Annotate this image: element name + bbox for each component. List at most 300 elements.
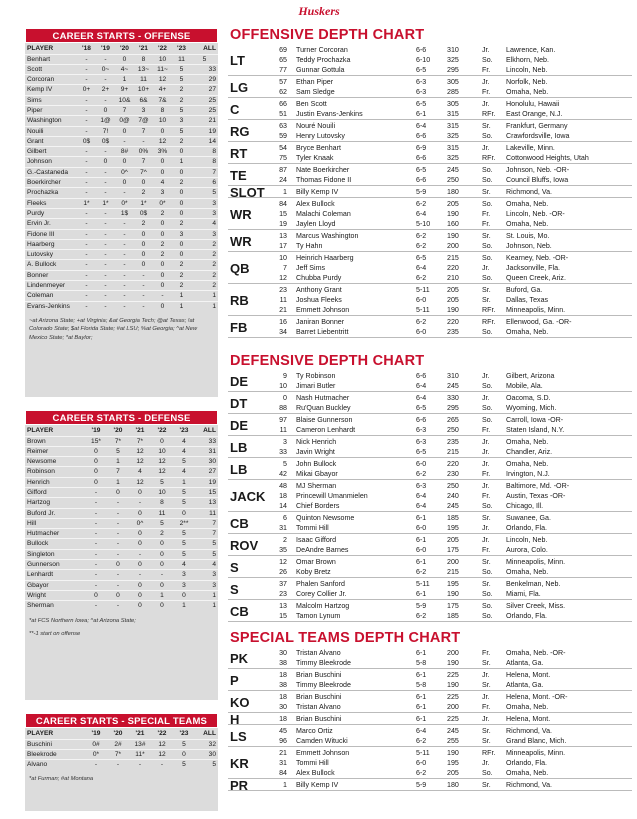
player-class: Jr. — [482, 524, 490, 532]
jersey-number: 48 — [279, 482, 287, 490]
player-name: Gunnar Gottula — [296, 66, 345, 74]
player-row — [228, 305, 632, 315]
player-class: Jr. — [482, 715, 490, 723]
player-row — [228, 777, 632, 793]
player-hometown: Staten Island, N.Y. — [506, 426, 565, 434]
table-cell: 0 — [129, 529, 151, 539]
jersey-number: 59 — [279, 132, 287, 140]
player-weight: 185 — [447, 612, 459, 620]
offense-starts-panel — [25, 28, 218, 397]
player-hometown: Kearney, Neb. -OR- — [506, 254, 569, 262]
player-row — [228, 165, 632, 175]
table-cell: Brown — [25, 436, 85, 446]
table-cell: 7 — [107, 467, 129, 477]
table-cell: - — [85, 498, 107, 508]
header-row — [25, 43, 218, 54]
player-name: Chubba Purdy — [296, 274, 342, 282]
table-cell: - — [77, 281, 96, 291]
player-weight: 235 — [447, 438, 459, 446]
player-height: 6-2 — [416, 318, 427, 326]
player-name: Javin Wright — [296, 448, 335, 456]
player-height: 6-1 — [416, 693, 427, 701]
player-weight: 315 — [447, 110, 459, 118]
offense-starts-title: CAREER STARTS - OFFENSE — [25, 28, 218, 43]
table-cell: 2 — [191, 270, 218, 280]
position-label: KO — [230, 694, 250, 710]
player-hometown: Baltimore, Md. -OR- — [506, 482, 570, 490]
column-header: '22 — [157, 729, 167, 737]
table-cell: 1 — [173, 477, 195, 487]
table-cell: 0 — [134, 178, 153, 188]
table-cell: - — [129, 498, 151, 508]
special-starts-table — [25, 728, 218, 769]
player-weight: 325 — [447, 154, 459, 162]
player-row — [228, 253, 632, 263]
player-hometown: Omaha, Neb. — [506, 88, 549, 96]
player-class: So. — [482, 568, 493, 576]
table-cell: 1$ — [115, 208, 134, 218]
player-name: Billy Kemp IV — [296, 188, 339, 196]
table-cell: 1 — [115, 75, 134, 85]
player-height: 6-6 — [416, 372, 427, 380]
table-row — [25, 549, 218, 559]
jersey-number: 12 — [279, 274, 287, 282]
table-cell: - — [85, 601, 107, 611]
table-cell: 13 — [195, 498, 218, 508]
table-row — [25, 64, 218, 74]
table-cell: 33 — [191, 64, 218, 74]
table-cell: Sims — [25, 95, 77, 105]
position-group — [228, 556, 632, 578]
position-label: WR — [230, 233, 252, 249]
player-height: 6-5 — [416, 100, 427, 108]
player-class: RFr. — [482, 749, 496, 757]
jersey-number: 13 — [279, 602, 287, 610]
table-cell: 2 — [191, 260, 218, 270]
table-cell: 0 — [153, 281, 172, 291]
player-height: 5-8 — [416, 659, 427, 667]
table-cell: 0^ — [115, 167, 134, 177]
table-cell: 12 — [129, 446, 151, 456]
player-name: Turner Corcoran — [296, 46, 348, 54]
player-hometown: St. Louis, Mo. — [506, 232, 550, 240]
table-cell: 0~ — [96, 64, 115, 74]
table-cell: 4~ — [115, 64, 134, 74]
table-cell: 3 — [172, 229, 191, 239]
player-hometown: Chicago, Ill. — [506, 502, 544, 510]
position-label: DT — [230, 395, 248, 411]
player-class: Sr. — [482, 681, 491, 689]
jersey-number: 18 — [279, 492, 287, 500]
table-cell: 0 — [172, 188, 191, 198]
player-class: Fr. — [482, 66, 491, 74]
jersey-number: 66 — [279, 100, 287, 108]
table-cell: Coleman — [25, 291, 77, 301]
jersey-number: 18 — [279, 693, 287, 701]
player-row — [228, 579, 632, 589]
column-header: '20 — [120, 44, 129, 52]
player-name: Timmy Bleekrode — [296, 659, 351, 667]
table-cell: 0 — [129, 508, 151, 518]
player-name: Tristan Alvano — [296, 703, 341, 711]
player-hometown: Minneapolis, Minn. — [506, 749, 566, 757]
table-cell: 4 — [129, 467, 151, 477]
position-group — [228, 76, 632, 98]
table-cell: 0 — [115, 157, 134, 167]
player-hometown: Aurora, Colo. — [506, 546, 548, 554]
player-weight: 190 — [447, 681, 459, 689]
position-label: PR — [230, 777, 249, 793]
player-weight: 180 — [447, 188, 459, 196]
table-cell: - — [77, 54, 96, 64]
position-label: FB — [230, 319, 248, 335]
table-cell: 0 — [129, 560, 151, 570]
table-cell: 15* — [85, 436, 107, 446]
jersey-number: 45 — [279, 727, 287, 735]
table-cell: 3 — [153, 188, 172, 198]
table-cell: 11 — [195, 508, 218, 518]
table-cell: - — [134, 281, 153, 291]
player-weight: 315 — [447, 122, 459, 130]
table-cell: 0 — [85, 457, 107, 467]
table-cell: - — [115, 291, 134, 301]
table-cell: 3 — [191, 229, 218, 239]
column-header: '20 — [113, 426, 123, 434]
table-cell: - — [77, 126, 96, 136]
player-weight: 190 — [447, 306, 459, 314]
table-cell: 0 — [151, 560, 173, 570]
player-hometown: Richmond, Va. — [506, 188, 552, 196]
table-cell: Bonner — [25, 270, 77, 280]
table-cell: 0 — [151, 549, 173, 559]
player-class: So. — [482, 382, 493, 390]
position-label: QB — [230, 260, 250, 276]
player-row — [228, 680, 632, 690]
table-cell: 5 — [107, 446, 129, 456]
player-weight: 190 — [447, 659, 459, 667]
position-label: SLOT — [230, 184, 265, 200]
player-weight: 200 — [447, 703, 459, 711]
player-name: Heinrich Haarberg — [296, 254, 354, 262]
table-cell: - — [77, 64, 96, 74]
jersey-number: 30 — [279, 649, 287, 657]
table-cell: Buford Jr. — [25, 508, 85, 518]
player-name: Brian Buschini — [296, 671, 342, 679]
position-label: RT — [230, 145, 248, 161]
table-cell: 29 — [191, 75, 218, 85]
player-hometown: Honolulu, Hawaii — [506, 100, 560, 108]
table-cell: 5 — [173, 529, 195, 539]
player-row — [228, 52, 632, 68]
table-cell: 5 — [151, 477, 173, 487]
table-cell: Nouili — [25, 126, 77, 136]
player-height: 5-11 — [416, 306, 430, 314]
player-height: 6-4 — [416, 492, 427, 500]
player-weight: 215 — [447, 448, 459, 456]
player-hometown: Council Bluffs, Iowa — [506, 176, 569, 184]
table-cell: 0 — [153, 157, 172, 167]
column-header: '23 — [177, 44, 186, 52]
player-row — [228, 415, 632, 425]
column-header: '23 — [179, 729, 189, 737]
table-row — [25, 760, 218, 770]
table-cell: - — [77, 291, 96, 301]
table-cell: 12 — [153, 75, 172, 85]
player-hometown: Richmond, Va. — [506, 781, 552, 789]
player-class: So. — [482, 166, 493, 174]
table-cell: Purdy — [25, 208, 77, 218]
player-class: Sr. — [482, 514, 491, 522]
player-height: 5-11 — [416, 749, 430, 757]
player-hometown: Omaha, Neb. — [506, 328, 549, 336]
player-class: Sr. — [482, 188, 491, 196]
position-group — [228, 578, 632, 600]
player-height: 6-3 — [416, 438, 427, 446]
player-hometown: Suwanee, Ga. — [506, 514, 551, 522]
table-cell: 0 — [153, 219, 172, 229]
position-group — [228, 284, 632, 316]
player-row — [228, 501, 632, 511]
table-cell: 0 — [172, 239, 191, 249]
player-class: Fr. — [482, 649, 491, 657]
player-name: Bryce Benhart — [296, 144, 341, 152]
table-cell: 3 — [191, 198, 218, 208]
player-name: Blaise Gunnerson — [296, 416, 353, 424]
jersey-number: 37 — [279, 580, 287, 588]
table-cell: 0 — [173, 508, 195, 518]
player-height: 6-1 — [416, 110, 427, 118]
player-height: 6-5 — [416, 254, 427, 262]
player-class: RFr. — [482, 110, 496, 118]
player-height: 6-4 — [416, 394, 427, 402]
table-cell: 0$ — [96, 136, 115, 146]
table-cell: 5 — [195, 549, 218, 559]
player-class: Jr. — [482, 264, 490, 272]
position-group — [228, 534, 632, 556]
table-cell: 10 — [151, 446, 173, 456]
table-cell: 0 — [129, 539, 151, 549]
player-height: 6-6 — [416, 154, 427, 162]
player-weight: 250 — [447, 482, 459, 490]
position-label: LS — [230, 728, 247, 744]
player-weight: 200 — [447, 558, 459, 566]
player-weight: 265 — [447, 416, 459, 424]
jersey-number: 69 — [279, 46, 287, 54]
player-class: Jr. — [482, 394, 490, 402]
player-class: Jr. — [482, 46, 490, 54]
player-class: Fr. — [482, 492, 491, 500]
player-row — [228, 748, 632, 758]
player-height: 6-0 — [416, 296, 427, 304]
table-cell: - — [96, 147, 115, 157]
table-cell: 1 — [191, 301, 218, 311]
table-cell: 10 — [151, 487, 173, 497]
player-height: 6-1 — [416, 558, 427, 566]
table-cell: 0 — [172, 198, 191, 208]
table-cell: 3 — [195, 570, 218, 580]
player-row — [228, 736, 632, 746]
table-row — [25, 590, 218, 600]
table-cell: Evans-Jenkins — [25, 301, 77, 311]
table-cell: - — [107, 760, 129, 770]
player-height: 6-6 — [416, 46, 427, 54]
table-cell: 0 — [96, 105, 115, 115]
table-cell: 2** — [173, 518, 195, 528]
player-row — [228, 545, 632, 555]
player-height: 6-2 — [416, 568, 427, 576]
table-cell: 1 — [172, 291, 191, 301]
player-row — [228, 768, 632, 778]
table-cell: 7 — [115, 105, 134, 115]
player-name: Nash Hutmacher — [296, 394, 350, 402]
player-class: Jr. — [482, 536, 490, 544]
position-group — [228, 98, 632, 120]
table-cell: - — [134, 301, 153, 311]
player-height: 6-5 — [416, 404, 427, 412]
table-row — [25, 239, 218, 249]
player-class: Jr. — [482, 144, 490, 152]
player-name: Janiran Bonner — [296, 318, 345, 326]
position-label: JACK — [230, 488, 266, 504]
player-height: 6-0 — [416, 460, 427, 468]
jersey-number: 2 — [283, 536, 287, 544]
table-row — [25, 457, 218, 467]
table-cell: 1 — [195, 590, 218, 600]
table-cell: 0 — [134, 239, 153, 249]
player-hometown: Omaha, Neb. — [506, 460, 549, 468]
table-cell: 1 — [172, 157, 191, 167]
table-cell: Newsome — [25, 457, 85, 467]
position-group — [228, 647, 632, 669]
player-hometown: Austin, Texas -OR- — [506, 492, 566, 500]
position-group — [228, 480, 632, 512]
table-cell: Piper — [25, 105, 77, 115]
table-cell: 0 — [115, 178, 134, 188]
jersey-number: 35 — [279, 546, 287, 554]
position-label: RG — [230, 123, 250, 139]
table-cell: 2 — [134, 219, 153, 229]
table-cell: 5 — [173, 760, 195, 770]
position-label: DE — [230, 417, 249, 433]
player-weight: 205 — [447, 769, 459, 777]
table-cell: - — [77, 95, 96, 105]
player-row — [228, 447, 632, 457]
table-cell: 2 — [172, 270, 191, 280]
table-cell: - — [153, 291, 172, 301]
player-height: 6-6 — [416, 416, 427, 424]
table-cell: 0 — [153, 229, 172, 239]
player-hometown: Minneapolis, Minn. — [506, 558, 566, 566]
position-label: TE — [230, 167, 247, 183]
player-class: Jr. — [482, 482, 490, 490]
table-cell: A. Bullock — [25, 260, 77, 270]
player-weight: 330 — [447, 394, 459, 402]
table-row — [25, 291, 218, 301]
player-weight: 195 — [447, 759, 459, 767]
table-cell: 5 — [191, 188, 218, 198]
table-cell: 0 — [172, 208, 191, 218]
player-hometown: Lincoln, Neb. -OR- — [506, 210, 565, 218]
player-weight: 220 — [447, 460, 459, 468]
table-cell: - — [96, 95, 115, 105]
table-row — [25, 126, 218, 136]
player-weight: 190 — [447, 749, 459, 757]
table-cell: Fleeks — [25, 198, 77, 208]
table-cell: 5 — [195, 760, 218, 770]
table-cell: 5 — [195, 539, 218, 549]
table-cell: 5 — [173, 487, 195, 497]
player-weight: 205 — [447, 200, 459, 208]
position-group — [228, 414, 632, 436]
player-row — [228, 241, 632, 251]
table-cell: Alvano — [25, 760, 85, 770]
table-cell: Wright — [25, 590, 85, 600]
player-height: 6-9 — [416, 144, 427, 152]
column-header: ALL — [203, 426, 216, 434]
table-cell: 7! — [96, 126, 115, 136]
table-cell: - — [77, 270, 96, 280]
player-class: Fr. — [482, 88, 491, 96]
player-weight: 325 — [447, 132, 459, 140]
table-cell: Kemp IV — [25, 85, 77, 95]
table-cell: 5 — [172, 105, 191, 115]
player-row — [228, 273, 632, 283]
table-row — [25, 188, 218, 198]
table-cell: - — [85, 560, 107, 570]
table-cell: - — [77, 239, 96, 249]
column-header: PLAYER — [27, 44, 54, 52]
player-name: Corey Collier Jr. — [296, 590, 347, 598]
player-weight: 245 — [447, 727, 459, 735]
player-class: Jr. — [482, 759, 490, 767]
table-cell: Singleton — [25, 549, 85, 559]
offense-depth-title: OFFENSIVE DEPTH CHART — [230, 27, 425, 43]
player-hometown: Benkelman, Neb. — [506, 580, 561, 588]
table-cell: 3 — [134, 105, 153, 115]
player-height: 6-2 — [416, 612, 427, 620]
player-hometown: Ellenwood, Ga. -OR- — [506, 318, 572, 326]
player-row — [228, 143, 632, 153]
player-height: 6-3 — [416, 78, 427, 86]
player-hometown: Elkhorn, Neb. — [506, 56, 549, 64]
jersey-number: 84 — [279, 769, 287, 777]
player-class: So. — [482, 769, 493, 777]
table-cell: 1* — [96, 198, 115, 208]
player-row — [228, 131, 632, 141]
player-height: 6-4 — [416, 502, 427, 510]
table-cell: 8# — [115, 147, 134, 157]
table-cell: Lenhardt — [25, 570, 85, 580]
player-weight: 190 — [447, 232, 459, 240]
position-label: LB — [230, 461, 248, 477]
player-class: So. — [482, 242, 493, 250]
table-cell: 2 — [153, 239, 172, 249]
table-cell: 12 — [151, 749, 173, 759]
table-cell: 0 — [173, 590, 195, 600]
player-name: Mikai Gbayor — [296, 470, 338, 478]
table-cell: Buschini — [25, 739, 85, 749]
table-cell: - — [96, 291, 115, 301]
column-header: ALL — [203, 44, 216, 52]
player-class: Jr. — [482, 693, 490, 701]
table-cell: 0 — [151, 539, 173, 549]
defense-note-1: *at FCS Northern Iowa; ^at Arizona State; — [29, 617, 136, 624]
table-cell: 12 — [129, 457, 151, 467]
table-cell: 1* — [77, 198, 96, 208]
player-hometown: Lawrence, Kan. — [506, 46, 556, 54]
table-cell: - — [107, 580, 129, 590]
player-weight: 160 — [447, 220, 459, 228]
